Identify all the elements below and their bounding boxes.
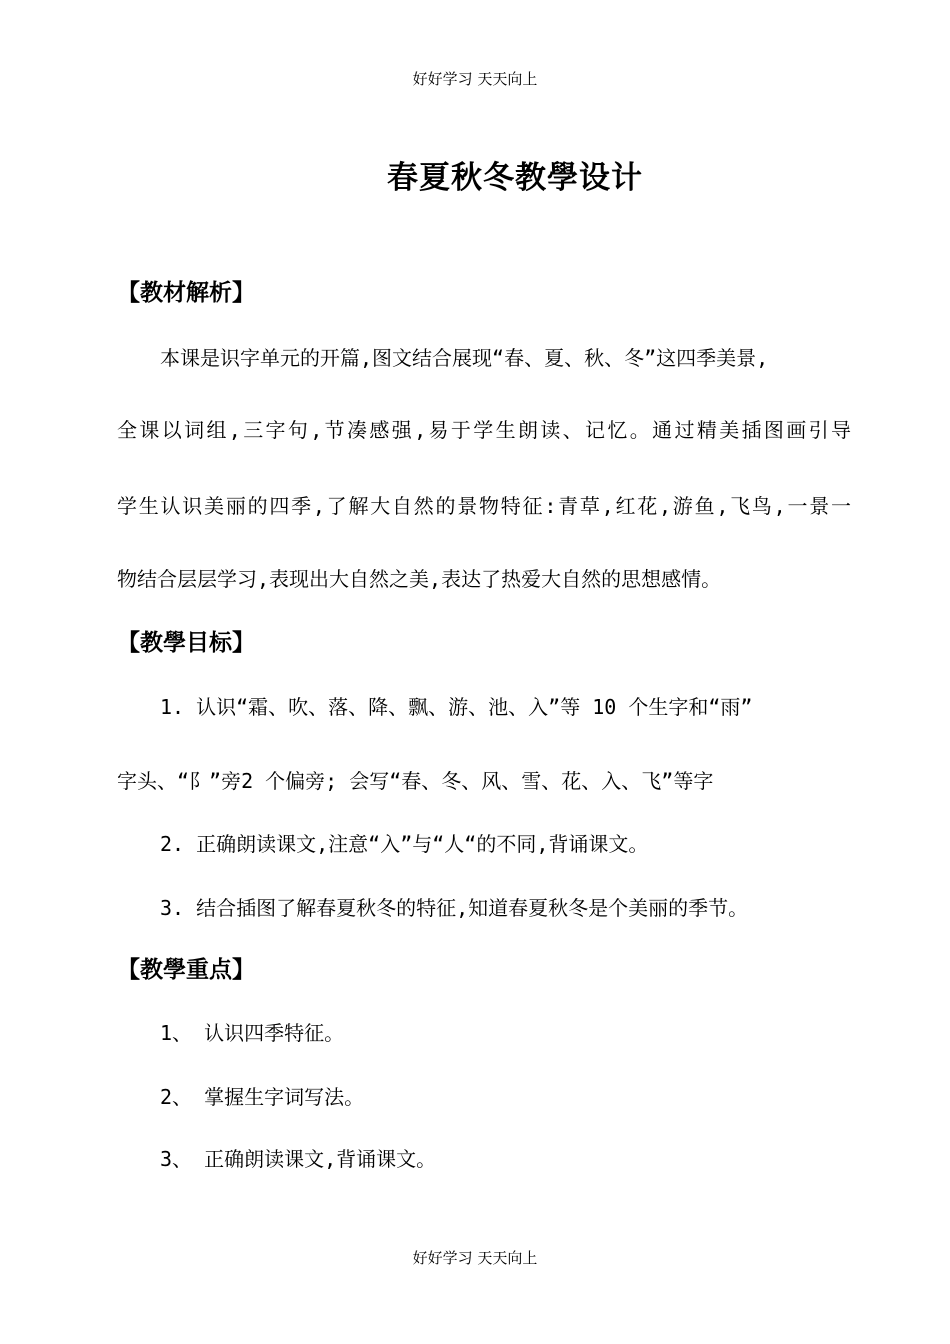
keypoint-item-1: 1、 认识四季特征。 xyxy=(160,1021,345,1045)
analysis-line-2: 全课以词组,三字句,节凑感强,易于学生朗读、记忆。通过精美插图画引导 xyxy=(117,418,851,442)
section-heading-analysis: 【教材解析】 xyxy=(117,280,255,306)
section-heading-keypoints: 【教學重点】 xyxy=(117,957,255,983)
document-title: 春夏秋冬教學设计 xyxy=(387,160,643,196)
page-header: 好好学习 天天向上 xyxy=(412,70,538,88)
analysis-line-1: 本课是识字单元的开篇,图文结合展现“春、夏、秋、冬”这四季美景, xyxy=(160,346,769,370)
keypoint-item-3: 3、 正确朗读课文,背诵课文。 xyxy=(160,1147,437,1171)
keypoint-item-2: 2、 掌握生字词写法。 xyxy=(160,1085,365,1109)
goal-item-3: 3. 结合插图了解春夏秋冬的特征,知道春夏秋冬是个美丽的季节。 xyxy=(160,896,749,920)
analysis-line-4: 物结合层层学习,表现出大自然之美,表达了热爱大自然的思想感情。 xyxy=(117,567,722,591)
page-footer: 好好学习 天天向上 xyxy=(412,1249,538,1267)
goal-item-2: 2. 正确朗读课文,注意“入”与“人“的不同,背诵课文。 xyxy=(160,832,649,856)
goal-item-1: 1. 认识“霜、吹、落、降、飘、游、池、入”等 10 个生字和“雨” xyxy=(160,695,753,719)
goal-item-1-continued: 字头、“阝”旁2 个偏旁; 会写“春、冬、风、雪、花、入、飞”等字 xyxy=(117,769,714,793)
analysis-line-3: 学生认识美丽的四季,了解大自然的景物特征:青草,红花,游鱼,飞鸟,一景一 xyxy=(117,494,851,518)
section-heading-goals: 【教學目标】 xyxy=(117,630,255,656)
